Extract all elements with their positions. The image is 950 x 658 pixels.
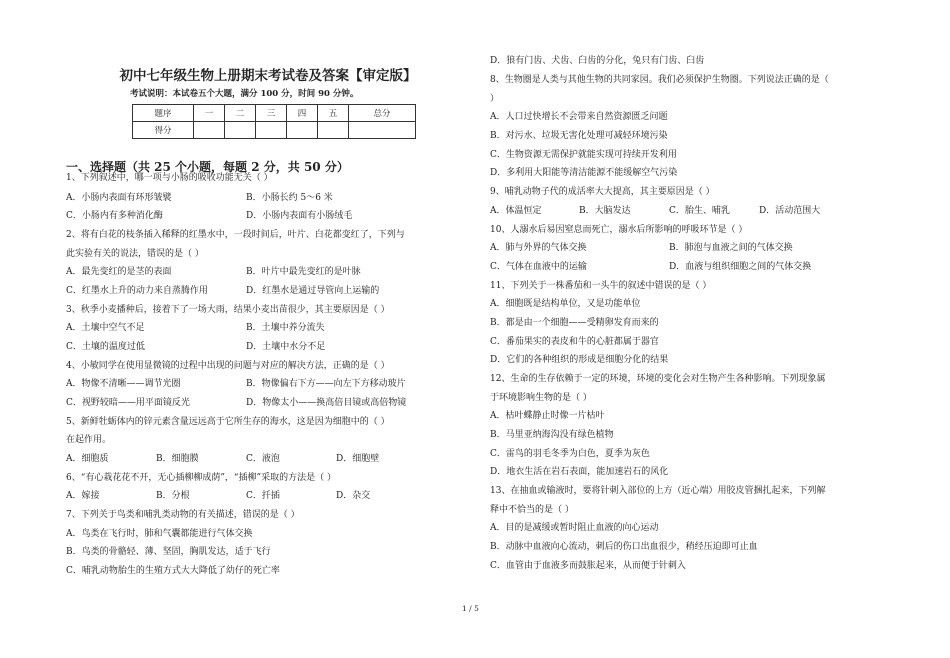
option-6c: C．扦插 bbox=[246, 491, 280, 501]
option-4b: B．物像偏右下方——向左下方移动玻片 bbox=[246, 379, 406, 389]
option-6d: D．杂交 bbox=[336, 491, 371, 501]
score-header-cell: 总分 bbox=[349, 105, 416, 122]
score-row-label: 得分 bbox=[133, 122, 194, 139]
option-1d: D．小肠内表面有小肠绒毛 bbox=[246, 211, 353, 221]
option-3d: D．土壤中水分不足 bbox=[246, 342, 326, 352]
question-10: 10、人溺水后易因窒息而死亡，溺水后所影响的呼吸环节是（ ） bbox=[490, 225, 748, 235]
option-5a: A．细胞质 bbox=[66, 454, 109, 464]
option-2d: D．红墨水是通过导管向上运输的 bbox=[246, 286, 380, 296]
option-10a: A．肺与外界的气体交换 bbox=[490, 243, 587, 253]
question-7: 7、下列关于鸟类和哺乳类动物的有关描述，错误的是（ ） bbox=[66, 510, 300, 520]
question-11: 11、下列关于一株番茄和一头牛的叙述中错误的是（ ） bbox=[490, 281, 712, 291]
option-8d: D．多利用大阳能等清洁能源不能缓解空气污染 bbox=[490, 168, 678, 178]
option-9c: C．胎生、哺乳 bbox=[669, 206, 730, 216]
option-4a: A．物像不清晰——调节光圈 bbox=[66, 379, 181, 389]
question-5: 5、新鲜牡蛎体内的锌元素含量远远高于它所生存的海水，这是因为细胞中的（ ） bbox=[66, 417, 390, 427]
score-table-score-row bbox=[133, 122, 416, 139]
question-12-cont: 于环境影响生物的是（ ） bbox=[490, 393, 592, 403]
option-10d: D．血液与组织细胞之间的气体交换 bbox=[669, 262, 812, 272]
option-6b: B．分根 bbox=[156, 491, 190, 501]
option-9a: A．体温恒定 bbox=[490, 206, 542, 216]
question-12: 12、生命的生存依赖于一定的环境，环境的变化会对生物产生各种影响。下列现象属 bbox=[490, 374, 826, 384]
score-cell bbox=[256, 122, 287, 139]
option-12a: A．枯叶蝶静止时像一片枯叶 bbox=[490, 411, 605, 421]
option-3c: C．土壤的温度过低 bbox=[66, 342, 145, 352]
option-1c: C．小肠内有多种消化酶 bbox=[66, 211, 163, 221]
score-header-cell: 一 bbox=[194, 105, 225, 122]
option-12c: C．雷鸟的羽毛冬季为白色，夏季为灰色 bbox=[490, 449, 650, 459]
score-cell bbox=[349, 122, 416, 139]
question-2: 2、将有白花的枝条插入稀释的红墨水中，一段时间后，叶片、白花都变红了，下列与 bbox=[66, 230, 405, 240]
page-number: 1 / 5 bbox=[462, 604, 479, 613]
question-9: 9、哺乳动物子代的成活率大大提高，其主要原因是（ ） bbox=[490, 187, 715, 197]
option-1b: B．小肠长约 5～6 米 bbox=[246, 193, 333, 203]
question-1: 1、下列叙述中，哪一项与小肠的吸收功能无关（ ） bbox=[66, 173, 273, 183]
score-table-header-row bbox=[133, 105, 416, 122]
option-2b: B．叶片中最先变红的是叶脉 bbox=[246, 267, 361, 277]
option-3a: A．土壤中空气不足 bbox=[66, 323, 145, 333]
question-2-cont: 此实验有关的说法，错误的是（ ） bbox=[66, 249, 204, 259]
option-12d: D．地衣生活在岩石表面，能加速岩石的风化 bbox=[490, 467, 669, 477]
option-7d: D．狼有门齿、犬齿、臼齿的分化，兔只有门齿、臼齿 bbox=[490, 56, 705, 66]
option-2a: A．最先变红的是茎的表面 bbox=[66, 267, 172, 277]
score-header-cell: 四 bbox=[287, 105, 318, 122]
option-5d: D．细胞壁 bbox=[336, 454, 380, 464]
option-11d: D．它们的各种组织的形成是细胞分化的结果 bbox=[490, 355, 669, 365]
score-table bbox=[132, 104, 416, 139]
score-header-cell: 五 bbox=[318, 105, 349, 122]
option-11a: A．细胞既是结构单位，又是功能单位 bbox=[490, 299, 641, 309]
option-11c: C．番茄果实的表皮和牛的心脏都属于器官 bbox=[490, 337, 659, 347]
option-4c: C．视野较暗——用平面镜反光 bbox=[66, 398, 190, 408]
score-cell bbox=[194, 122, 225, 139]
question-8-cont: ） bbox=[490, 94, 500, 104]
option-9d: D．活动范围大 bbox=[759, 206, 821, 216]
page-title: 初中七年级生物上册期末考试卷及答案【审定版】 bbox=[119, 68, 417, 84]
option-6a: A．嫁接 bbox=[66, 491, 100, 501]
option-13a: A．目的是减缓或暂时阻止血液的向心运动 bbox=[490, 523, 659, 533]
option-8a: A．人口过快增长不会带来自然资源匮乏问题 bbox=[490, 112, 668, 122]
section-heading: 一、选择题（共 25 个小题，每题 2 分，共 50 分） bbox=[66, 160, 349, 174]
question-6: 6、“有心栽花花不开，无心插柳柳成荫”，“插柳”采取的方法是（ ） bbox=[66, 473, 336, 483]
score-header-cell: 二 bbox=[225, 105, 256, 122]
score-header-cell: 三 bbox=[256, 105, 287, 122]
option-5b: B．细胞膜 bbox=[156, 454, 199, 464]
option-7b: B．鸟类的骨骼轻、薄、坚固，胸肌发达，适于飞行 bbox=[66, 547, 271, 557]
score-cell bbox=[318, 122, 349, 139]
option-11b: B．都是由一个细胞——受精卵发育而来的 bbox=[490, 318, 659, 328]
question-3: 3、秋季小麦播种后，接着下了一场大雨，结果小麦出苗很少，其主要原因是（ ） bbox=[66, 305, 390, 315]
option-8b: B．对污水、垃圾无害化处理可减轻环境污染 bbox=[490, 131, 668, 141]
option-4d: D．物像太小——换高倍目镜或高倍物镜 bbox=[246, 398, 407, 408]
option-3b: B．土壤中养分流失 bbox=[246, 323, 325, 333]
score-cell bbox=[225, 122, 256, 139]
option-13c: C．血管由于血液多而鼓胀起来，从而便于针刺入 bbox=[490, 561, 686, 571]
option-10b: B．肺泡与血液之间的气体交换 bbox=[669, 243, 793, 253]
question-5-cont: 在起作用。 bbox=[66, 435, 112, 445]
option-7c: C．哺乳动物胎生的生殖方式大大降低了幼仔的死亡率 bbox=[66, 566, 280, 576]
question-13-cont: 释中不恰当的是（ ） bbox=[490, 505, 574, 515]
exam-instructions: 考试说明：本试卷五个大题，满分 100 分，时间 90 分钟。 bbox=[130, 89, 359, 99]
option-2c: C．红墨水上升的动力来自蒸腾作用 bbox=[66, 286, 208, 296]
option-8c: C．生物资源无需保护就能实现可持续开发利用 bbox=[490, 150, 677, 160]
option-10c: C．气体在血液中的运输 bbox=[490, 262, 587, 272]
option-12b: B．马里亚纳海沟没有绿色植物 bbox=[490, 430, 614, 440]
option-13b: B．动脉中血液向心流动，刺后的伤口出血很少，稍经压迫即可止血 bbox=[490, 542, 758, 552]
score-header-cell: 题序 bbox=[133, 105, 194, 122]
option-9b: B．大脑发达 bbox=[579, 206, 631, 216]
option-1a: A．小肠内表面有环形皱襞 bbox=[66, 193, 172, 203]
option-7a: A．鸟类在飞行时，肺和气囊都能进行气体交换 bbox=[66, 529, 253, 539]
question-8: 8、生物圈是人类与其他生物的共同家园。我们必须保护生物圈。下列说法正确的是（ bbox=[490, 75, 829, 85]
question-4: 4、小敏同学在使用显微镜的过程中出现的问题与对应的解决方法，正确的是（ ） bbox=[66, 361, 390, 371]
option-5c: C．液泡 bbox=[246, 454, 280, 464]
question-13: 13、在抽血或输液时，要将针刺入部位的上方（近心端）用胶皮管捆扎起来，下列解 bbox=[490, 486, 826, 496]
score-cell bbox=[287, 122, 318, 139]
